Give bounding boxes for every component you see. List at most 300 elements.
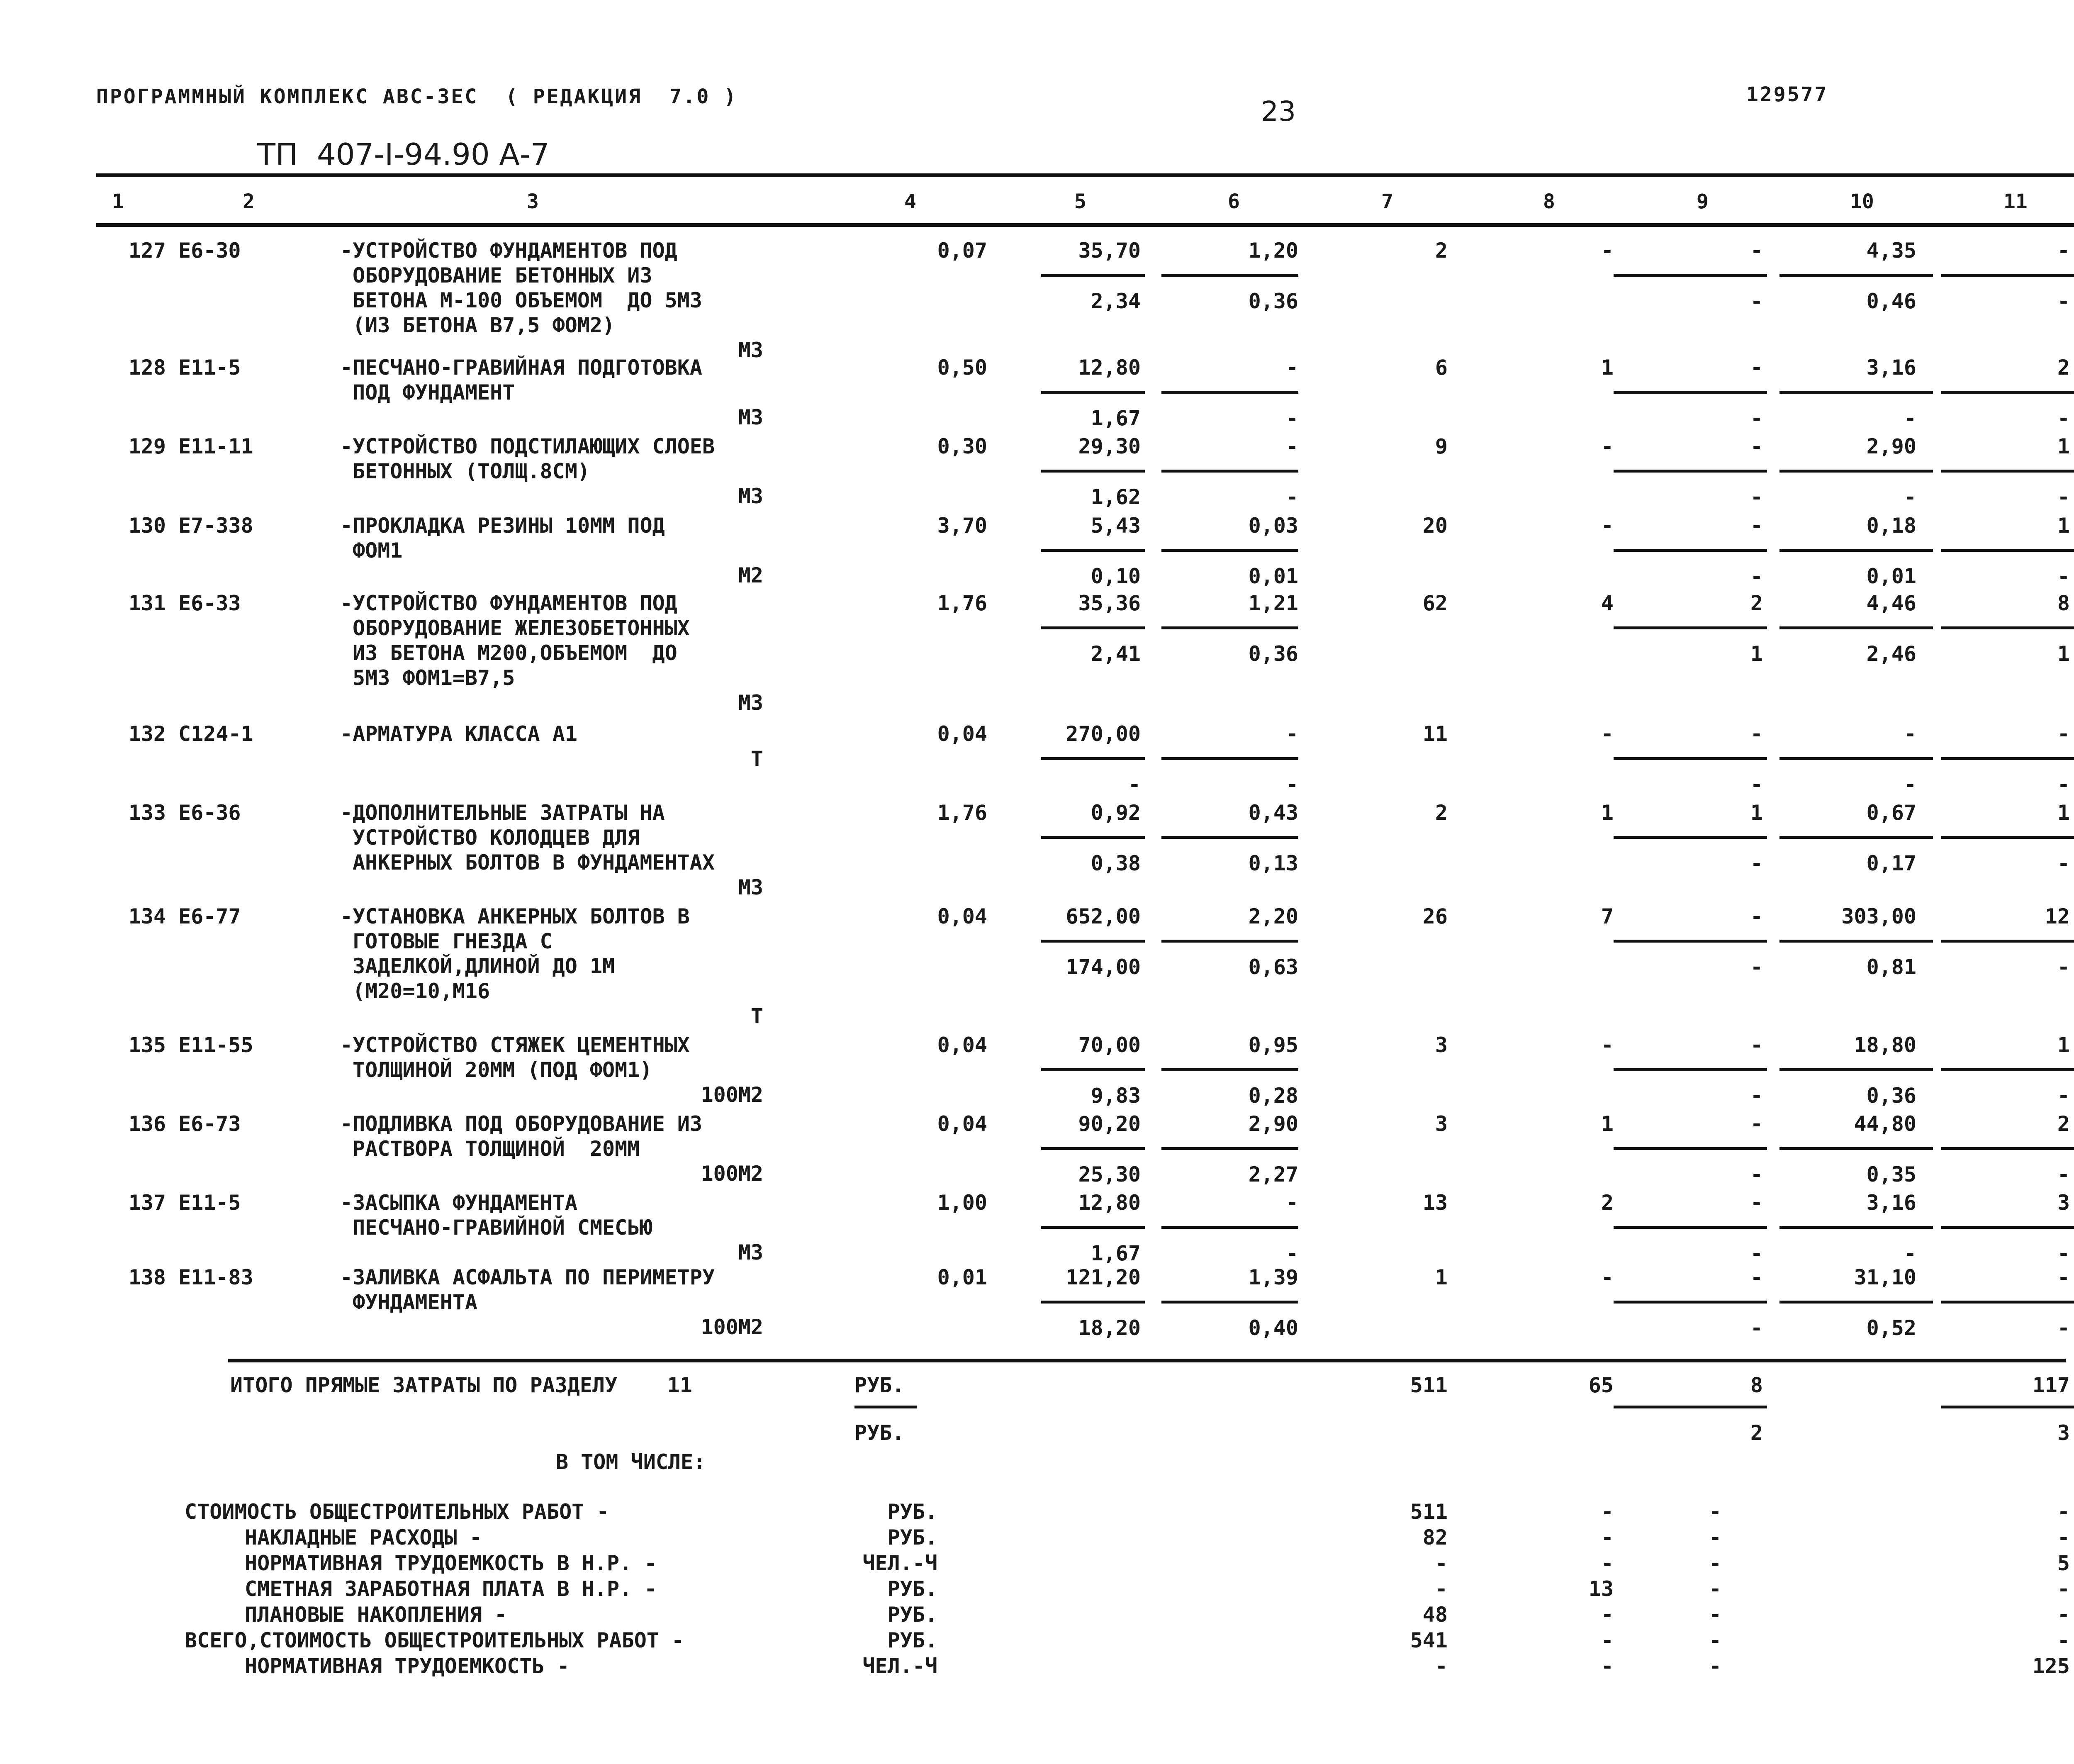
col8-value: 2 xyxy=(1601,1191,1614,1215)
quantity: 0,30 xyxy=(937,434,987,458)
row-number: 127 xyxy=(128,239,166,263)
work-description: -УСТРОЙСТВО ПОДСТИЛАЮЩИХ СЛОЕВ xyxy=(340,434,715,458)
quantity: 0,04 xyxy=(937,904,987,928)
col11-value: 1 xyxy=(2057,434,2070,458)
cell-rule xyxy=(1941,470,2074,473)
col9-salary: - xyxy=(1750,772,1763,797)
col5-value: 270,00 xyxy=(1066,722,1141,746)
col5-value: 121,20 xyxy=(1066,1265,1141,1289)
col11-salary: - xyxy=(2057,564,2070,588)
column-header-6: 6 xyxy=(1228,190,1240,213)
column-header-2: 2 xyxy=(243,190,255,213)
row-number: 134 xyxy=(128,904,166,928)
row-number: 128 xyxy=(128,356,166,380)
col5-salary: - xyxy=(1128,772,1141,797)
work-description: ТОЛЩИНОЙ 20ММ (ПОД ФОМ1) xyxy=(353,1058,652,1082)
col6-salary: - xyxy=(1285,406,1298,430)
col5-salary: 18,20 xyxy=(1078,1316,1141,1340)
cell-rule xyxy=(1614,1301,1767,1304)
total-col7: 511 xyxy=(1410,1373,1448,1397)
cell-rule xyxy=(1041,1226,1145,1229)
col9-value: - xyxy=(1750,904,1763,928)
col7-value: 3 xyxy=(1435,1033,1448,1057)
col9-value: 2 xyxy=(1750,591,1763,615)
col9-value: - xyxy=(1750,722,1763,746)
col10-salary: - xyxy=(1904,406,1916,430)
summary-col8: - xyxy=(1601,1603,1614,1627)
col6-value: 1,21 xyxy=(1248,591,1298,615)
col11-value: - xyxy=(2057,239,2070,263)
total-col11-salary: 3 xyxy=(2057,1421,2070,1445)
col9-salary: - xyxy=(1750,1241,1763,1265)
summary-col9: - xyxy=(1709,1577,1721,1601)
col7-value: 2 xyxy=(1435,801,1448,825)
summary-col7: 511 xyxy=(1410,1500,1448,1524)
cell-rule xyxy=(1041,274,1145,277)
col10-value: 44,80 xyxy=(1854,1112,1916,1136)
col11-salary: - xyxy=(2057,1241,2070,1265)
cell-rule xyxy=(1161,1226,1298,1229)
rate-code: Е11-5 xyxy=(178,1191,241,1215)
summary-label: ПЛАНОВЫЕ НАКОПЛЕНИЯ - xyxy=(245,1603,507,1627)
col5-salary: 1,62 xyxy=(1091,485,1141,509)
col10-value: 303,00 xyxy=(1841,904,1916,928)
cell-rule xyxy=(1779,1301,1933,1304)
work-description: -АРМАТУРА КЛАССА А1 xyxy=(340,722,577,746)
col10-salary: 0,81 xyxy=(1866,955,1916,979)
work-description: ИЗ БЕТОНА М200,ОБЪЕМОМ ДО xyxy=(353,641,677,665)
summary-col8: - xyxy=(1601,1551,1614,1575)
work-description: РАСТВОРА ТОЛЩИНОЙ 20ММ xyxy=(353,1137,640,1161)
cell-rule xyxy=(1041,940,1145,943)
work-description: ПОД ФУНДАМЕНТ xyxy=(353,380,515,404)
cell-rule xyxy=(1041,626,1145,629)
cell-rule xyxy=(1041,391,1145,394)
work-description: ЗАДЕЛКОЙ,ДЛИНОЙ ДО 1М xyxy=(353,954,615,978)
col11-salary: - xyxy=(2057,851,2070,875)
column-header-9: 9 xyxy=(1697,190,1709,213)
unit-of-measure: Т xyxy=(750,1004,763,1028)
cell-rule xyxy=(1779,836,1933,839)
summary-unit: РУБ. xyxy=(887,1500,937,1524)
col6-salary: - xyxy=(1285,485,1298,509)
row-number: 135 xyxy=(128,1033,166,1057)
cell-rule xyxy=(1941,391,2074,394)
col6-salary: 0,13 xyxy=(1248,851,1298,875)
total-rule-col9 xyxy=(1614,1406,1767,1408)
work-description: ОБОРУДОВАНИЕ БЕТОННЫХ ИЗ xyxy=(353,263,652,288)
quantity: 1,00 xyxy=(937,1191,987,1215)
col6-salary: 0,28 xyxy=(1248,1084,1298,1108)
col7-value: 20 xyxy=(1422,514,1448,538)
column-header-4: 4 xyxy=(904,190,916,213)
column-header-7: 7 xyxy=(1381,190,1393,213)
cell-rule xyxy=(1779,1068,1933,1071)
unit-of-measure: М3 xyxy=(738,875,763,899)
work-description: -ЗАЛИВКА АСФАЛЬТА ПО ПЕРИМЕТРУ xyxy=(340,1265,715,1289)
rate-code: Е11-83 xyxy=(178,1265,253,1289)
section-total-label: ИТОГО ПРЯМЫЕ ЗАТРАТЫ ПО РАЗДЕЛУ 11 xyxy=(230,1373,692,1397)
cell-rule xyxy=(1161,626,1298,629)
total-unit: РУБ. xyxy=(854,1373,905,1397)
col6-value: - xyxy=(1285,722,1298,746)
col6-value: 2,90 xyxy=(1248,1112,1298,1136)
quantity: 0,50 xyxy=(937,356,987,380)
summary-label: НАКЛАДНЫЕ РАСХОДЫ - xyxy=(245,1525,482,1550)
col9-value: - xyxy=(1750,356,1763,380)
col10-salary: 0,17 xyxy=(1866,851,1916,875)
cell-rule xyxy=(1941,940,2074,943)
cell-rule xyxy=(1614,274,1767,277)
col6-value: 2,20 xyxy=(1248,904,1298,928)
summary-col9: - xyxy=(1709,1551,1721,1575)
col5-value: 90,20 xyxy=(1078,1112,1141,1136)
quantity: 3,70 xyxy=(937,514,987,538)
summary-col11: 125 xyxy=(2032,1654,2070,1678)
summary-label: ВСЕГО,СТОИМОСТЬ ОБЩЕСТРОИТЕЛЬНЫХ РАБОТ - xyxy=(185,1628,684,1652)
work-description: -УСТРОЙСТВО ФУНДАМЕНТОВ ПОД xyxy=(340,239,677,263)
cell-rule xyxy=(1614,836,1767,839)
cell-rule xyxy=(1941,836,2074,839)
cell-rule xyxy=(1941,626,2074,629)
table-header-rule xyxy=(96,223,2074,227)
rate-code: Е11-55 xyxy=(178,1033,253,1057)
row-number: 137 xyxy=(128,1191,166,1215)
col6-salary: - xyxy=(1285,1241,1298,1265)
col9-salary: - xyxy=(1750,1162,1763,1187)
table-top-rule xyxy=(96,173,2074,177)
col11-salary: - xyxy=(2057,1316,2070,1340)
cell-rule xyxy=(1614,940,1767,943)
quantity: 0,04 xyxy=(937,722,987,746)
page-number: 23 xyxy=(1261,95,1296,127)
col5-value: 5,43 xyxy=(1091,514,1141,538)
cell-rule xyxy=(1779,757,1933,760)
col7-value: 3 xyxy=(1435,1112,1448,1136)
col5-value: 652,00 xyxy=(1066,904,1141,928)
cell-rule xyxy=(1614,1147,1767,1150)
total-col8: 65 xyxy=(1588,1373,1614,1397)
summary-col9: - xyxy=(1709,1654,1721,1678)
cell-rule xyxy=(1941,1226,2074,1229)
cell-rule xyxy=(1614,1068,1767,1071)
unit-of-measure: М3 xyxy=(738,484,763,508)
rate-code: Е11-11 xyxy=(178,434,253,458)
col5-value: 12,80 xyxy=(1078,356,1141,380)
col9-salary: - xyxy=(1750,851,1763,875)
col6-salary: 2,27 xyxy=(1248,1162,1298,1187)
col9-value: - xyxy=(1750,1265,1763,1289)
col10-value: 4,35 xyxy=(1866,239,1916,263)
col8-value: 1 xyxy=(1601,356,1614,380)
quantity: 1,76 xyxy=(937,801,987,825)
rate-code: Е6-73 xyxy=(178,1112,241,1136)
summary-col8: - xyxy=(1601,1500,1614,1524)
summary-col9: - xyxy=(1709,1525,1721,1550)
col5-value: 12,80 xyxy=(1078,1191,1141,1215)
cell-rule xyxy=(1041,1068,1145,1071)
row-number: 133 xyxy=(128,801,166,825)
col7-value: 2 xyxy=(1435,239,1448,263)
column-header-11: 11 xyxy=(2003,190,2028,213)
cell-rule xyxy=(1941,757,2074,760)
col11-salary: 1 xyxy=(2057,642,2070,666)
work-description: -УСТАНОВКА АНКЕРНЫХ БОЛТОВ В xyxy=(340,904,690,928)
quantity: 0,07 xyxy=(937,239,987,263)
unit-of-measure: М3 xyxy=(738,405,763,429)
work-description: АНКЕРНЫХ БОЛТОВ В ФУНДАМЕНТАХ xyxy=(353,850,715,875)
rate-code: Е6-33 xyxy=(178,591,241,615)
cell-rule xyxy=(1161,549,1298,552)
col11-value: 1 xyxy=(2057,1033,2070,1057)
cell-rule xyxy=(1161,1147,1298,1150)
document-number: 129577 xyxy=(1746,83,1828,106)
cell-rule xyxy=(1779,391,1933,394)
col6-value: - xyxy=(1285,1191,1298,1215)
col6-salary: 0,36 xyxy=(1248,289,1298,313)
row-number: 131 xyxy=(128,591,166,615)
column-header-10: 10 xyxy=(1850,190,1874,213)
work-description: ГОТОВЫЕ ГНЕЗДА С xyxy=(353,929,553,953)
summary-col7: 48 xyxy=(1422,1603,1448,1627)
col5-salary: 2,41 xyxy=(1091,642,1141,666)
col11-salary: - xyxy=(2057,485,2070,509)
col10-value: 4,46 xyxy=(1866,591,1916,615)
col10-salary: 0,46 xyxy=(1866,289,1916,313)
col6-value: - xyxy=(1285,356,1298,380)
row-number: 136 xyxy=(128,1112,166,1136)
col10-value: 3,16 xyxy=(1866,356,1916,380)
col5-salary: 0,38 xyxy=(1091,851,1141,875)
cell-rule xyxy=(1041,836,1145,839)
column-header-3: 3 xyxy=(527,190,539,213)
col11-value: 2 xyxy=(2057,1112,2070,1136)
col6-value: 1,39 xyxy=(1248,1265,1298,1289)
program-title: ПРОГРАММНЫЙ КОМПЛЕКС АВС-ЗЕС ( РЕДАКЦИЯ 7.0 ) xyxy=(96,85,738,108)
work-description: -УСТРОЙСТВО ФУНДАМЕНТОВ ПОД xyxy=(340,591,677,615)
col7-value: 11 xyxy=(1422,722,1448,746)
cell-rule xyxy=(1161,391,1298,394)
col8-value: - xyxy=(1601,239,1614,263)
cell-rule xyxy=(1161,470,1298,473)
col5-value: 35,36 xyxy=(1078,591,1141,615)
summary-unit: ЧЕЛ.-Ч xyxy=(862,1654,937,1678)
row-number: 132 xyxy=(128,722,166,746)
col11-salary: - xyxy=(2057,955,2070,979)
summary-label: СМЕТНАЯ ЗАРАБОТНАЯ ПЛАТА В Н.Р. - xyxy=(245,1577,657,1601)
col10-salary: 0,36 xyxy=(1866,1084,1916,1108)
work-description: -ДОПОЛНИТЕЛЬНЫЕ ЗАТРАТЫ НА xyxy=(340,801,665,825)
col9-salary: - xyxy=(1750,485,1763,509)
col10-value: - xyxy=(1904,722,1916,746)
col11-value: 1 xyxy=(2057,801,2070,825)
col5-salary: 174,00 xyxy=(1066,955,1141,979)
cell-rule xyxy=(1161,757,1298,760)
col7-value: 6 xyxy=(1435,356,1448,380)
col5-value: 29,30 xyxy=(1078,434,1141,458)
col10-salary: - xyxy=(1904,772,1916,797)
row-number: 130 xyxy=(128,514,166,538)
summary-col9: - xyxy=(1709,1500,1721,1524)
rate-code: Е11-5 xyxy=(178,356,241,380)
total-rule xyxy=(228,1359,2066,1362)
col5-value: 70,00 xyxy=(1078,1033,1141,1057)
total-col11: 117 xyxy=(2032,1373,2070,1397)
col6-salary: 0,36 xyxy=(1248,642,1298,666)
work-description: -ПОДЛИВКА ПОД ОБОРУДОВАНИЕ ИЗ xyxy=(340,1112,702,1136)
col9-value: - xyxy=(1750,239,1763,263)
cell-rule xyxy=(1161,940,1298,943)
col10-value: 2,90 xyxy=(1866,434,1916,458)
unit-of-measure: М2 xyxy=(738,563,763,587)
summary-col7: 82 xyxy=(1422,1525,1448,1550)
cell-rule xyxy=(1941,1301,2074,1304)
col8-value: - xyxy=(1601,722,1614,746)
summary-col7: - xyxy=(1435,1551,1448,1575)
col5-value: 0,92 xyxy=(1091,801,1141,825)
col10-salary: 0,52 xyxy=(1866,1316,1916,1340)
work-description: (ИЗ БЕТОНА В7,5 ФОМ2) xyxy=(353,313,615,337)
rate-code: С124-1 xyxy=(178,722,253,746)
rate-code: Е6-36 xyxy=(178,801,241,825)
work-description: -ЗАСЫПКА ФУНДАМЕНТА xyxy=(340,1191,577,1215)
col5-salary: 1,67 xyxy=(1091,1241,1141,1265)
cell-rule xyxy=(1779,626,1933,629)
col10-value: 3,16 xyxy=(1866,1191,1916,1215)
work-description: (М20=10,М16 xyxy=(353,979,490,1003)
total-col9: 8 xyxy=(1750,1373,1763,1397)
col8-value: - xyxy=(1601,434,1614,458)
summary-col7: - xyxy=(1435,1577,1448,1601)
work-description: ФОМ1 xyxy=(353,538,403,563)
cell-rule xyxy=(1779,470,1933,473)
summary-label: СТОИМОСТЬ ОБЩЕСТРОИТЕЛЬНЫХ РАБОТ - xyxy=(185,1500,609,1524)
summary-label: НОРМАТИВНАЯ ТРУДОЕМКОСТЬ В Н.Р. - xyxy=(245,1551,657,1575)
summary-col11: - xyxy=(2057,1525,2070,1550)
total-unit-rule xyxy=(854,1406,917,1408)
col9-value: - xyxy=(1750,514,1763,538)
col10-salary: 2,46 xyxy=(1866,642,1916,666)
col11-value: 3 xyxy=(2057,1191,2070,1215)
summary-col11: - xyxy=(2057,1628,2070,1652)
row-number: 129 xyxy=(128,434,166,458)
col9-value: - xyxy=(1750,1191,1763,1215)
cell-rule xyxy=(1161,1068,1298,1071)
col11-salary: - xyxy=(2057,1162,2070,1187)
cell-rule xyxy=(1779,1147,1933,1150)
cell-rule xyxy=(1161,1301,1298,1304)
work-description: -ПРОКЛАДКА РЕЗИНЫ 10ММ ПОД xyxy=(340,514,665,538)
col11-value: 12 xyxy=(2045,904,2070,928)
summary-col11: 5 xyxy=(2057,1551,2070,1575)
cell-rule xyxy=(1614,549,1767,552)
project-code: ТП 407-I-94.90 А-7 xyxy=(257,137,550,172)
col9-salary: 1 xyxy=(1750,642,1763,666)
summary-col11: - xyxy=(2057,1577,2070,1601)
cell-rule xyxy=(1941,549,2074,552)
col10-value: 0,67 xyxy=(1866,801,1916,825)
cell-rule xyxy=(1614,757,1767,760)
col10-value: 0,18 xyxy=(1866,514,1916,538)
cell-rule xyxy=(1614,626,1767,629)
col8-value: 4 xyxy=(1601,591,1614,615)
summary-col8: 13 xyxy=(1588,1577,1614,1601)
cell-rule xyxy=(1161,836,1298,839)
col7-value: 62 xyxy=(1422,591,1448,615)
quantity: 0,04 xyxy=(937,1033,987,1057)
cell-rule xyxy=(1941,1068,2074,1071)
cell-rule xyxy=(1779,940,1933,943)
rate-code: Е7-338 xyxy=(178,514,253,538)
col11-value: - xyxy=(2057,1265,2070,1289)
cell-rule xyxy=(1779,274,1933,277)
col6-salary: 0,01 xyxy=(1248,564,1298,588)
col6-salary: 0,40 xyxy=(1248,1316,1298,1340)
col8-value: - xyxy=(1601,514,1614,538)
col11-value: 1 xyxy=(2057,514,2070,538)
work-description: ФУНДАМЕНТА xyxy=(353,1290,478,1314)
col9-value: - xyxy=(1750,1033,1763,1057)
quantity: 1,76 xyxy=(937,591,987,615)
col9-salary: - xyxy=(1750,1316,1763,1340)
summary-unit: РУБ. xyxy=(887,1577,937,1601)
summary-col9: - xyxy=(1709,1628,1721,1652)
unit-of-measure: 100М2 xyxy=(701,1083,763,1107)
col8-value: 7 xyxy=(1601,904,1614,928)
col6-salary: 0,63 xyxy=(1248,955,1298,979)
col7-value: 13 xyxy=(1422,1191,1448,1215)
col6-value: - xyxy=(1285,434,1298,458)
col8-value: 1 xyxy=(1601,1112,1614,1136)
cell-rule xyxy=(1779,549,1933,552)
col7-value: 1 xyxy=(1435,1265,1448,1289)
cell-rule xyxy=(1614,470,1767,473)
col6-value: 0,95 xyxy=(1248,1033,1298,1057)
col5-salary: 0,10 xyxy=(1091,564,1141,588)
col9-salary: - xyxy=(1750,955,1763,979)
total-unit-salary: РУБ. xyxy=(854,1421,905,1445)
col10-salary: 0,01 xyxy=(1866,564,1916,588)
col8-value: - xyxy=(1601,1265,1614,1289)
col10-salary: - xyxy=(1904,1241,1916,1265)
including-label: В ТОМ ЧИСЛЕ: xyxy=(556,1450,706,1474)
summary-col8: - xyxy=(1601,1525,1614,1550)
summary-col11: - xyxy=(2057,1603,2070,1627)
col5-salary: 2,34 xyxy=(1091,289,1141,313)
summary-unit: РУБ. xyxy=(887,1525,937,1550)
column-header-8: 8 xyxy=(1543,190,1555,213)
quantity: 0,01 xyxy=(937,1265,987,1289)
col5-value: 35,70 xyxy=(1078,239,1141,263)
total-col9-salary: 2 xyxy=(1750,1421,1763,1445)
cell-rule xyxy=(1041,549,1145,552)
col10-value: 31,10 xyxy=(1854,1265,1916,1289)
unit-of-measure: М3 xyxy=(738,338,763,362)
summary-col9: - xyxy=(1709,1603,1721,1627)
col6-value: 1,20 xyxy=(1248,239,1298,263)
col11-salary: - xyxy=(2057,289,2070,313)
work-description: -ПЕСЧАНО-ГРАВИЙНАЯ ПОДГОТОВКА xyxy=(340,356,702,380)
work-description: БЕТОННЫХ (ТОЛЩ.8СМ) xyxy=(353,459,590,483)
cell-rule xyxy=(1161,274,1298,277)
row-number: 138 xyxy=(128,1265,166,1289)
cell-rule xyxy=(1614,391,1767,394)
work-description: 5М3 ФОМ1=В7,5 xyxy=(353,666,515,690)
col9-salary: - xyxy=(1750,289,1763,313)
work-description: БЕТОНА М-100 ОБЪЕМОМ ДО 5М3 xyxy=(353,288,702,312)
summary-unit: ЧЕЛ.-Ч xyxy=(862,1551,937,1575)
col8-value: 1 xyxy=(1601,801,1614,825)
